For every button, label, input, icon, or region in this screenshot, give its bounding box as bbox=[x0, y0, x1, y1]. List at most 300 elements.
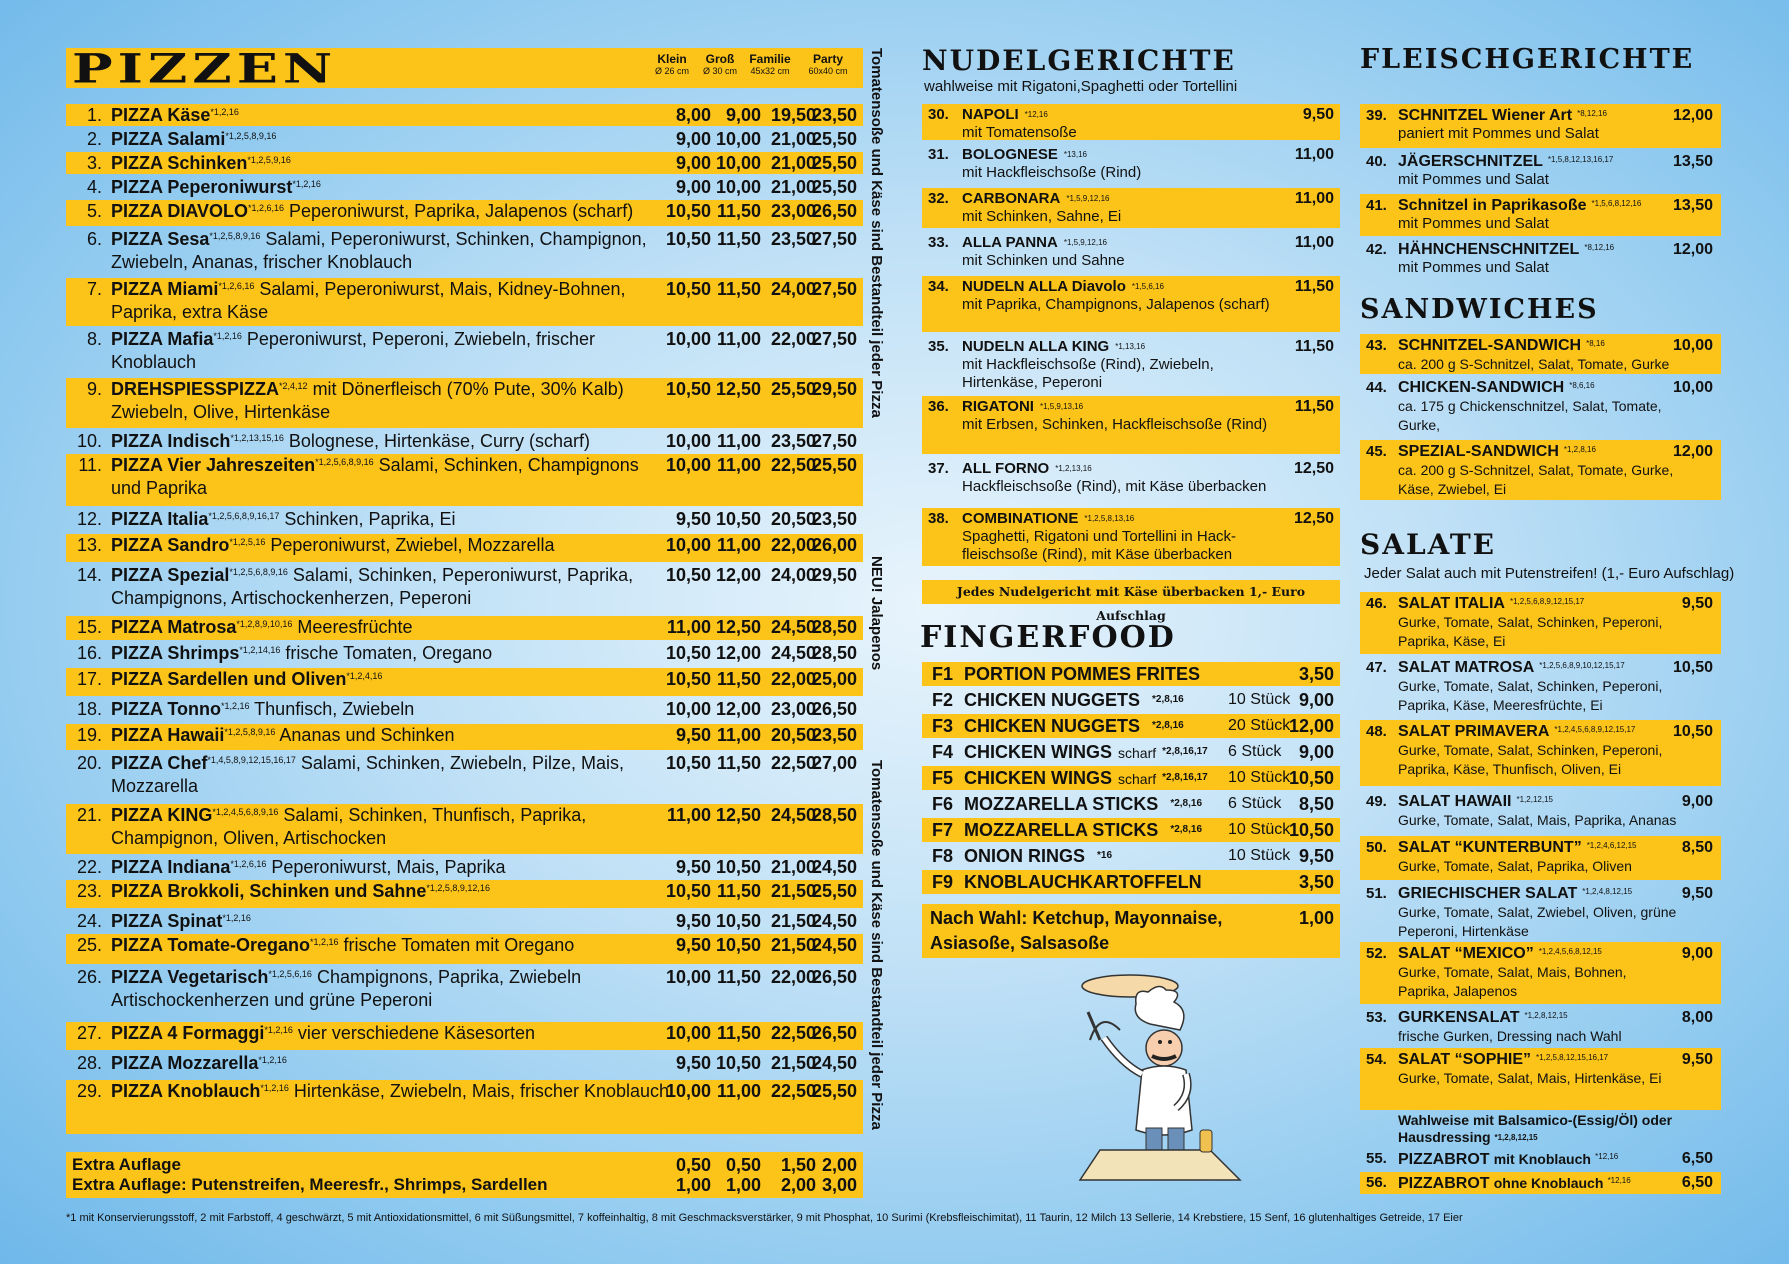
pizza-number: 11. bbox=[78, 455, 102, 475]
nudel-number: 38. bbox=[928, 510, 949, 527]
pizza-desc: Peperoniwurst, Zwiebel, Mozzarella bbox=[265, 535, 555, 555]
nudel-row bbox=[922, 188, 1340, 228]
allergen-codes: *1,2,16 bbox=[264, 1025, 293, 1035]
salate-number: 49. bbox=[1366, 793, 1387, 810]
pizza-price: 11,50 bbox=[716, 229, 761, 249]
salate-desc: Gurke, Tomate, Salat, Paprika, Oliven bbox=[1398, 858, 1632, 874]
fingerfood-title: MOZZARELLA STICKS bbox=[964, 820, 1159, 840]
fingerfood-title: CHICKEN WINGS bbox=[964, 742, 1112, 762]
extra-price: 0,50 bbox=[725, 1155, 761, 1175]
pizza-title: PIZZA KING bbox=[111, 805, 213, 825]
allergen-codes: *1,4,5,8,9,12,15,16,17 bbox=[207, 755, 296, 765]
sauce-text: Nach Wahl: Ketchup, Mayonnaise, Asiasoße, Salsasoße bbox=[930, 908, 1223, 953]
pizza-price: 9,50 bbox=[675, 857, 711, 877]
fingerfood-title: MOZZARELLA STICKS bbox=[964, 794, 1159, 814]
allergen-codes: *1,2,8,16 bbox=[1563, 445, 1596, 454]
allergen-codes: *1,5,8,12,13,16,17 bbox=[1547, 155, 1614, 164]
pizza-price: 23,50 bbox=[811, 105, 857, 125]
fleisch-price: 12,00 bbox=[1672, 107, 1713, 124]
salate-price: 9,00 bbox=[1681, 945, 1713, 962]
fingerfood-qty: 20 Stück bbox=[1228, 717, 1291, 734]
nudel-number: 30. bbox=[928, 106, 949, 123]
fingerfood-price: 10,50 bbox=[1288, 768, 1334, 788]
fingerfood-qty: 10 Stück bbox=[1228, 691, 1291, 708]
fingerfood-price: 9,00 bbox=[1298, 690, 1334, 710]
pizza-title: PIZZA Sardellen und Oliven bbox=[111, 669, 347, 689]
salate-number: 53. bbox=[1366, 1009, 1387, 1026]
pizza-name bbox=[111, 752, 671, 798]
pizza-price: 27,50 bbox=[811, 229, 857, 249]
fingerfood-row bbox=[922, 688, 1340, 712]
fingerfood-name bbox=[964, 714, 1184, 739]
pizza-price: 11,00 bbox=[716, 455, 761, 475]
nudel-row bbox=[922, 144, 1340, 184]
pizza-row bbox=[66, 1022, 863, 1050]
allergen-codes: *1,2,16 bbox=[220, 701, 250, 711]
pizza-desc: mit Dönerfleisch (70% Pute, 30% Kalb) Zwiebeln, Olive, Hirtenkäse bbox=[111, 379, 624, 422]
fleisch-number: 39. bbox=[1366, 107, 1387, 124]
fleisch-text bbox=[1398, 197, 1678, 233]
pizza-price: 22,00 bbox=[770, 329, 816, 349]
nudel-title: NUDELGERICHTE bbox=[922, 44, 1236, 77]
fleisch-price: 13,50 bbox=[1672, 153, 1713, 170]
pizza-name bbox=[111, 1080, 671, 1103]
nudel-row bbox=[922, 232, 1340, 272]
allergen-codes: *8,12,16 bbox=[1584, 243, 1615, 252]
fleisch-row bbox=[1360, 194, 1721, 236]
pizza-title: PIZZA Italia bbox=[111, 509, 209, 529]
nudel-desc: mit Schinken, Sahne, Ei bbox=[962, 208, 1122, 225]
allergen-codes: *8,12,16 bbox=[1577, 109, 1607, 118]
allergen-codes: *1,5,9,12,16 bbox=[1063, 238, 1107, 247]
salate-desc: frische Gurken, Dressing nach Wahl bbox=[1398, 1028, 1622, 1044]
allergen-codes: *1,2,4,16 bbox=[346, 671, 383, 681]
pizza-number: 9. bbox=[86, 379, 102, 399]
pizza-price: 20,50 bbox=[770, 725, 816, 745]
salate-desc: Gurke, Tomate, Salat, Schinken, Peperoni, Paprika, Käse, Ei bbox=[1398, 614, 1663, 649]
pizza-row bbox=[66, 328, 863, 376]
pizza-price: 10,00 bbox=[665, 535, 711, 555]
fingerfood-row bbox=[922, 714, 1340, 738]
pizza-price: 12,00 bbox=[715, 643, 761, 663]
allergen-codes: *1,2,16 bbox=[310, 937, 339, 947]
nudel-name: CARBONARA bbox=[962, 190, 1061, 207]
pizza-title: PIZZA Tonno bbox=[111, 699, 221, 719]
pizza-name bbox=[111, 642, 671, 665]
salate-price: 9,50 bbox=[1681, 595, 1713, 612]
pizza-price: 27,00 bbox=[811, 753, 857, 773]
fingerfood-row bbox=[922, 662, 1340, 686]
allergen-codes: *1,5,9,12,16 bbox=[1066, 194, 1110, 203]
salate-name: GRIECHISCHER SALAT bbox=[1398, 885, 1578, 902]
pizza-price: 10,50 bbox=[665, 753, 711, 773]
pizza-price: 10,50 bbox=[665, 229, 711, 249]
pizza-title: PIZZA Matrosa bbox=[111, 617, 237, 637]
salate-text bbox=[1398, 885, 1678, 941]
nudel-price: 11,50 bbox=[1294, 338, 1334, 355]
pizzen-header bbox=[66, 44, 863, 92]
salate-row bbox=[1360, 1048, 1721, 1110]
fleisch-number: 40. bbox=[1366, 153, 1387, 170]
pizza-name bbox=[111, 668, 671, 691]
pizza-desc: Peperoniwurst, Peperoni, Zwiebeln, frischer Knoblauch bbox=[111, 329, 596, 372]
nudel-name: ALLA PANNA bbox=[962, 234, 1058, 251]
pizza-name bbox=[111, 856, 671, 879]
nudel-text bbox=[962, 278, 1282, 314]
pizza-price: 10,00 bbox=[665, 699, 711, 719]
salate-text bbox=[1398, 723, 1678, 779]
pizza-number: 19. bbox=[76, 725, 102, 745]
nudel-text bbox=[962, 234, 1282, 270]
pizza-price: 21,50 bbox=[770, 881, 816, 901]
nudel-text bbox=[962, 338, 1282, 392]
salate-number: 50. bbox=[1366, 839, 1387, 856]
pizza-price: 10,00 bbox=[665, 1023, 711, 1043]
allergen-codes: *1,2,6,16 bbox=[218, 281, 255, 291]
pizza-desc: Ananas und Schinken bbox=[275, 725, 455, 745]
pizza-row bbox=[66, 278, 863, 326]
allergen-codes: *1,2,16 bbox=[260, 1083, 289, 1093]
allergen-codes: *1,2,5,6,8,9,12,15,17 bbox=[1509, 597, 1585, 606]
pizza-price: 9,50 bbox=[675, 725, 711, 745]
pizza-price: 20,50 bbox=[770, 509, 816, 529]
fleisch-desc: mit Pommes und Salat bbox=[1398, 259, 1549, 276]
pizza-price: 10,50 bbox=[715, 911, 761, 931]
allergen-codes: *1,2,5,8,9,16 bbox=[225, 131, 277, 141]
nudel-price: 11,50 bbox=[1294, 398, 1334, 415]
pizza-price: 23,00 bbox=[770, 201, 816, 221]
nudel-number: 34. bbox=[928, 278, 949, 295]
pizza-price: 28,50 bbox=[811, 617, 857, 637]
extra-price: 1,50 bbox=[780, 1155, 816, 1175]
allergen-codes: *1,5,6,16 bbox=[1131, 282, 1164, 291]
pizza-price: 21,50 bbox=[770, 1053, 816, 1073]
pizza-price: 8,00 bbox=[675, 105, 711, 125]
pizza-title: PIZZA Spinat bbox=[111, 911, 223, 931]
pizza-title: PIZZA Brokkoli, Schinken und Sahne bbox=[111, 881, 427, 901]
salate-row bbox=[1360, 1006, 1721, 1046]
size-familie: Familie 45x32 cm bbox=[749, 52, 791, 76]
pizza-price: 25,50 bbox=[811, 455, 857, 475]
allergen-codes: *2,4,12 bbox=[279, 381, 308, 391]
pizza-row bbox=[66, 966, 863, 1020]
fingerfood-name bbox=[964, 792, 1202, 817]
allergen-codes: *1,2,8,9,10,16 bbox=[236, 619, 293, 629]
pizza-desc: Salami, Schinken, Thunfisch, Paprika, Champignon, Oliven, Artischocken bbox=[111, 805, 587, 848]
fleisch-price: 12,00 bbox=[1672, 241, 1713, 258]
pizza-price: 9,50 bbox=[675, 509, 711, 529]
nudel-desc: mit Hackfleischsoße (Rind) bbox=[962, 164, 1142, 181]
pizza-row bbox=[66, 752, 863, 800]
nudel-row bbox=[922, 276, 1340, 332]
pizza-price: 11,00 bbox=[666, 805, 711, 825]
extra-price: 2,00 bbox=[780, 1175, 816, 1195]
pizza-price: 10,00 bbox=[665, 1081, 711, 1101]
pizza-price: 12,50 bbox=[715, 617, 761, 637]
fingerfood-note: scharf bbox=[1118, 771, 1157, 787]
pizza-price: 25,50 bbox=[811, 129, 857, 149]
pizza-name bbox=[111, 454, 671, 500]
salate-text bbox=[1398, 1009, 1678, 1046]
pizza-price: 10,00 bbox=[715, 153, 761, 173]
fleisch-row bbox=[1360, 238, 1721, 280]
pizza-row bbox=[66, 724, 863, 750]
allergen-codes: *1,2,4,5,6,8,12,15 bbox=[1538, 947, 1602, 956]
sandwich-desc: ca. 200 g S-Schnitzel, Salat, Tomate, Gurke bbox=[1398, 356, 1670, 372]
sandwich-row bbox=[1360, 334, 1721, 374]
pizza-price: 27,50 bbox=[811, 329, 857, 349]
pizza-price: 22,00 bbox=[770, 669, 816, 689]
allergen-codes: *8,16 bbox=[1586, 339, 1605, 348]
pizza-price: 22,50 bbox=[770, 1023, 816, 1043]
pizza-price: 11,00 bbox=[716, 725, 761, 745]
nudel-name: ALL FORNO bbox=[962, 460, 1050, 477]
salate-price: 9,00 bbox=[1681, 793, 1713, 810]
pizza-number: 3. bbox=[86, 153, 102, 173]
salate-desc: Gurke, Tomate, Salat, Mais, Hirtenkäse, Ei bbox=[1398, 1070, 1662, 1086]
salate-row bbox=[1360, 942, 1721, 1004]
fingerfood-price: 9,00 bbox=[1298, 742, 1334, 762]
pizza-chef-illustration bbox=[1060, 970, 1250, 1188]
pizzabrot-1: 55. PIZZABROT mit Knoblauch $^{*12,16}$ 6,50 bbox=[1366, 1150, 1713, 1168]
pizza-price: 11,00 bbox=[716, 431, 761, 451]
nudel-price: 11,00 bbox=[1294, 234, 1334, 251]
salate-name: GURKENSALAT bbox=[1398, 1009, 1520, 1026]
fleisch-name: Schnitzel in Paprikasoße bbox=[1398, 197, 1587, 214]
pizza-number: 4. bbox=[86, 177, 102, 197]
fleisch-name: SCHNITZEL Wiener Art bbox=[1398, 107, 1573, 124]
sandwich-text bbox=[1398, 443, 1678, 499]
fleisch-text bbox=[1398, 153, 1678, 189]
allergen-codes: *1,2,5,6,8,9,10,12,15,17 bbox=[1539, 661, 1625, 670]
fingerfood-title: CHICKEN WINGS bbox=[964, 768, 1112, 788]
fleisch-number: 41. bbox=[1366, 197, 1387, 214]
pizza-name bbox=[111, 1052, 671, 1075]
pizza-row bbox=[66, 176, 863, 196]
salate-price: 8,00 bbox=[1681, 1009, 1713, 1026]
fingerfood-code: F1 bbox=[932, 664, 954, 684]
pizza-desc: Champignons, Paprika, Zwiebeln Artischockenherzen und grüne Peperoni bbox=[111, 967, 582, 1010]
nudel-desc: Hackfleischsoße (Rind), mit Käse überbacken bbox=[962, 478, 1267, 495]
allergen-codes: *1,2,5,8,12,15,16,17 bbox=[1536, 1053, 1609, 1062]
nudel-name: COMBINATIONE bbox=[962, 510, 1079, 527]
fingerfood-title: ONION RINGS bbox=[964, 846, 1086, 866]
pizza-price: 11,00 bbox=[716, 535, 761, 555]
nudel-number: 32. bbox=[928, 190, 949, 207]
fingerfood-code: F7 bbox=[932, 820, 954, 840]
pizza-price: 11,50 bbox=[716, 881, 761, 901]
fingerfood-code: F9 bbox=[932, 872, 954, 892]
pizza-number: 10. bbox=[76, 431, 102, 451]
fingerfood-title: KNOBLAUCHKARTOFFELN bbox=[964, 872, 1202, 892]
pizza-price: 11,50 bbox=[716, 1023, 761, 1043]
pizza-number: 20. bbox=[76, 753, 102, 773]
pizza-name bbox=[111, 698, 671, 721]
nudel-desc: mit Tomatensoße bbox=[962, 124, 1077, 141]
pizza-name bbox=[111, 564, 671, 610]
nudel-text bbox=[962, 398, 1282, 434]
salate-text bbox=[1398, 793, 1678, 830]
fingerfood-code: F6 bbox=[932, 794, 954, 814]
sandwich-number: 44. bbox=[1366, 379, 1387, 396]
pizza-title: PIZZA 4 Formaggi bbox=[111, 1023, 265, 1043]
pizza-row bbox=[66, 616, 863, 640]
extra-label-2: Extra Auflage: Putenstreifen, Meeresfr., Shrimps, Sardellen bbox=[72, 1175, 548, 1194]
pizza-price: 11,50 bbox=[716, 669, 761, 689]
sandwich-price: 12,00 bbox=[1672, 443, 1713, 460]
allergen-codes: *2,8,16,17 bbox=[1162, 772, 1208, 783]
extra-price: 1,00 bbox=[675, 1175, 711, 1195]
pizza-desc: Peperoniwurst, Mais, Paprika bbox=[266, 857, 506, 877]
nudel-row bbox=[922, 508, 1340, 566]
pizza-name bbox=[111, 176, 671, 199]
fingerfood-name bbox=[964, 662, 1212, 687]
pizza-price: 21,50 bbox=[770, 935, 816, 955]
pizza-row bbox=[66, 1052, 863, 1078]
nudel-number: 36. bbox=[928, 398, 949, 415]
pizza-row bbox=[66, 378, 863, 428]
pizza-number: 24. bbox=[76, 911, 102, 931]
salate-price: 10,50 bbox=[1672, 723, 1713, 740]
fingerfood-price: 3,50 bbox=[1298, 872, 1334, 892]
nudel-row bbox=[922, 396, 1340, 454]
pizza-desc: Salami, Peperoniwurst, Mais, Kidney-Bohnen, Paprika, extra Käse bbox=[111, 279, 626, 322]
pizza-price: 10,50 bbox=[715, 857, 761, 877]
fingerfood-qty: 10 Stück bbox=[1228, 821, 1291, 838]
extra-auflage-row bbox=[66, 1152, 863, 1198]
pizza-name bbox=[111, 430, 671, 453]
allergen-codes: *1,2,5,6,8,9,16 bbox=[229, 567, 288, 577]
pizza-price: 9,50 bbox=[675, 911, 711, 931]
allergen-codes: *13,16 bbox=[1063, 150, 1087, 159]
nudel-subtitle: wahlweise mit Rigatoni,Spaghetti oder Tortellini bbox=[924, 78, 1238, 95]
pizza-name bbox=[111, 152, 671, 175]
salate-price: 8,50 bbox=[1681, 839, 1713, 856]
allergen-codes: *1,2,4,8,12,15 bbox=[1582, 887, 1633, 896]
nudel-number: 31. bbox=[928, 146, 949, 163]
pizzabrot-2: 56. PIZZABROT ohne Knoblauch $^{*12,16}$ 6,50 bbox=[1360, 1172, 1721, 1194]
pizza-name bbox=[111, 616, 671, 639]
pizza-desc: Salami, Schinken, Peperoniwurst, Paprika, Champignons, Artischockenherzen, Peperoni bbox=[111, 565, 634, 608]
salate-desc: Gurke, Tomate, Salat, Zwiebel, Oliven, grüne Peperoni, Hirtenkäse bbox=[1398, 904, 1677, 939]
fingerfood-name bbox=[964, 688, 1184, 713]
pizza-desc: vier verschiedene Käsesorten bbox=[292, 1023, 536, 1043]
fingerfood-qty: 10 Stück bbox=[1228, 847, 1291, 864]
pizza-number: 2. bbox=[86, 129, 102, 149]
pizza-price: 10,00 bbox=[715, 177, 761, 197]
pizza-price: 10,50 bbox=[665, 565, 711, 585]
allergen-codes: *1,13,16 bbox=[1115, 342, 1146, 351]
fingerfood-title: CHICKEN NUGGETS bbox=[964, 716, 1141, 736]
pizza-row bbox=[66, 910, 863, 934]
pizza-price: 27,50 bbox=[811, 431, 857, 451]
pizza-price: 26,50 bbox=[811, 699, 857, 719]
pizza-price: 11,00 bbox=[666, 617, 711, 637]
pizza-price: 21,00 bbox=[770, 857, 816, 877]
sandwich-desc: ca. 200 g S-Schnitzel, Salat, Tomate, Gurke, Käse, Zwiebel, Ei bbox=[1398, 462, 1674, 497]
pizza-row bbox=[66, 508, 863, 532]
pizza-desc: Meeresfrüchte bbox=[292, 617, 413, 637]
salate-text bbox=[1398, 659, 1678, 715]
salate-text bbox=[1398, 945, 1678, 1001]
pizza-number: 12. bbox=[76, 509, 102, 529]
fingerfood-row bbox=[922, 792, 1340, 816]
fingerfood-name bbox=[964, 766, 1208, 791]
pizza-price: 28,50 bbox=[811, 643, 857, 663]
salate-number: 47. bbox=[1366, 659, 1387, 676]
pizza-title: PIZZA Sandro bbox=[111, 535, 230, 555]
pizza-price: 10,50 bbox=[665, 643, 711, 663]
extra-price: 3,00 bbox=[821, 1175, 857, 1195]
nudel-text bbox=[962, 460, 1282, 496]
pizza-number: 13. bbox=[76, 535, 102, 555]
pizza-title: PIZZA Peperoniwurst bbox=[111, 177, 293, 197]
pizza-price: 12,50 bbox=[715, 379, 761, 399]
pizza-row bbox=[66, 534, 863, 562]
pizza-row bbox=[66, 200, 863, 226]
allergen-codes: *1,2,6,16 bbox=[230, 859, 267, 869]
pizza-desc: Peperoniwurst, Paprika, Jalapenos (scharf) bbox=[284, 201, 634, 221]
pizza-price: 12,00 bbox=[715, 565, 761, 585]
allergen-codes: *16 bbox=[1097, 850, 1113, 861]
sandwich-title: SANDWICHES bbox=[1360, 294, 1599, 325]
allergen-codes: *1,2,5,8,9,16 bbox=[224, 727, 276, 737]
salate-desc: Gurke, Tomate, Salat, Mais, Bohnen, Paprika, Jalapenos bbox=[1398, 964, 1627, 999]
nudel-text bbox=[962, 190, 1282, 226]
salate-name: SALAT PRIMAVERA bbox=[1398, 723, 1550, 740]
pizza-price: 26,50 bbox=[811, 201, 857, 221]
pizza-price: 25,00 bbox=[811, 669, 857, 689]
pizza-price: 9,00 bbox=[675, 153, 711, 173]
nudel-number: 35. bbox=[928, 338, 949, 355]
allergen-codes: *1,2,14,16 bbox=[239, 645, 281, 655]
fingerfood-row bbox=[922, 844, 1340, 868]
allergen-codes: *1,2,5,16 bbox=[229, 537, 266, 547]
allergen-codes: *1,2,5,6,8,9,16,17 bbox=[208, 511, 280, 521]
pizza-price: 24,50 bbox=[811, 1053, 857, 1073]
nudel-row bbox=[922, 336, 1340, 394]
fleisch-name: JÄGERSCHNITZEL bbox=[1398, 153, 1543, 170]
pizza-title: PIZZA Vier Jahreszeiten bbox=[111, 455, 316, 475]
side-note-2: NEU! Jalapenos bbox=[868, 556, 885, 671]
extra-label-1: Extra Auflage bbox=[72, 1155, 181, 1174]
pizza-number: 22. bbox=[76, 857, 102, 877]
pizza-price: 28,50 bbox=[811, 805, 857, 825]
allergen-codes: *1,2,4,5,6,8,9,16 bbox=[212, 807, 279, 817]
pizza-price: 23,50 bbox=[770, 229, 816, 249]
fleisch-desc: mit Pommes und Salat bbox=[1398, 215, 1549, 232]
fleisch-price: 13,50 bbox=[1672, 197, 1713, 214]
pizza-title: PIZZA Shrimps bbox=[111, 643, 240, 663]
pizza-name bbox=[111, 910, 671, 933]
pizza-price: 10,00 bbox=[665, 455, 711, 475]
pizza-price: 24,50 bbox=[770, 643, 816, 663]
sandwich-row bbox=[1360, 440, 1721, 500]
pizza-row bbox=[66, 564, 863, 614]
sandwich-number: 45. bbox=[1366, 443, 1387, 460]
pizza-row bbox=[66, 698, 863, 722]
pizza-number: 14. bbox=[76, 565, 102, 585]
pizza-name bbox=[111, 804, 671, 850]
pizza-price: 23,50 bbox=[811, 509, 857, 529]
salate-row bbox=[1360, 836, 1721, 880]
pizza-price: 11,50 bbox=[716, 279, 761, 299]
extra-price: 0,50 bbox=[675, 1155, 711, 1175]
pizza-desc: Salami, Schinken, Zwiebeln, Pilze, Mais, Mozzarella bbox=[111, 753, 625, 796]
sandwich-price: 10,00 bbox=[1672, 337, 1713, 354]
pizza-name bbox=[111, 378, 671, 424]
allergen-codes: *12,16 bbox=[1024, 110, 1048, 119]
